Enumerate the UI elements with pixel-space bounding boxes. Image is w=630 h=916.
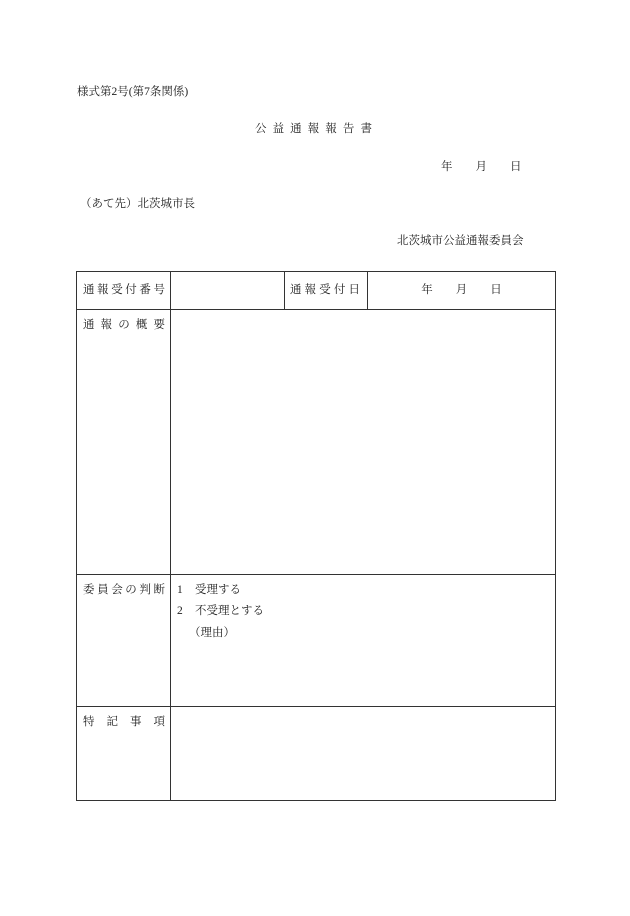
receipt-date-value: 年 月 日 <box>421 284 502 296</box>
label-char: 告 <box>342 123 355 135</box>
label-char: の <box>118 319 130 331</box>
label-char: 付 <box>333 284 346 296</box>
label-char: 通 <box>83 319 95 331</box>
label-char: 会 <box>111 584 123 596</box>
receipt-number-label <box>83 272 165 309</box>
label-char: の <box>125 584 137 596</box>
label-char: 事 <box>130 716 142 728</box>
label-char: 付 <box>125 284 137 296</box>
label-char: 要 <box>153 319 165 331</box>
label-char: 報 <box>97 284 109 296</box>
receipt-date-label <box>290 272 360 309</box>
label-char: 特 <box>83 716 95 728</box>
label-char: 号 <box>153 284 165 296</box>
label-char: 項 <box>153 716 165 728</box>
judgment-option-reject <box>177 604 264 618</box>
label-char: 断 <box>153 584 165 596</box>
sender-committee: 北茨城市公益通報委員会 <box>397 235 524 247</box>
label-char: 日 <box>348 284 360 296</box>
label-char: 通 <box>290 123 302 135</box>
label-char: 概 <box>135 319 148 331</box>
label-char: 書 <box>360 123 372 135</box>
label-char: 員 <box>97 584 109 596</box>
option-text: 不受理とする <box>195 605 264 617</box>
summary-label <box>83 318 165 332</box>
addressee: （あて先）北茨城市長 <box>80 198 195 210</box>
label-char: 記 <box>106 716 118 728</box>
option-number: 2 <box>177 605 183 617</box>
label-char: 報 <box>325 123 337 135</box>
label-char: 受 <box>319 284 331 296</box>
option-text: 受理する <box>195 584 241 596</box>
label-char: 益 <box>272 123 285 135</box>
form-number: 様式第2号(第7条関係) <box>77 86 189 98</box>
label-char: 報 <box>100 319 113 331</box>
label-char: 通 <box>83 284 95 296</box>
label-char: 判 <box>139 584 151 596</box>
judgment-option-accept <box>177 583 241 597</box>
document-title <box>255 122 372 136</box>
report-date: 年 月 日 <box>441 161 522 173</box>
label-char: 委 <box>83 584 95 596</box>
report-form-table <box>76 271 556 801</box>
reason-label: （理由） <box>189 627 235 639</box>
row-divider <box>77 574 555 575</box>
remarks-label <box>83 715 165 729</box>
option-number: 1 <box>177 584 183 596</box>
label-char: 報 <box>304 284 317 296</box>
judgment-label <box>83 583 165 597</box>
remarks-field <box>171 707 555 800</box>
receipt-number-field <box>171 272 284 309</box>
summary-field <box>171 310 555 574</box>
label-char: 公 <box>255 123 267 135</box>
column-divider <box>284 272 285 309</box>
label-char: 報 <box>307 123 320 135</box>
label-char: 通 <box>290 284 302 296</box>
label-char: 受 <box>111 284 123 296</box>
label-char: 番 <box>139 284 151 296</box>
